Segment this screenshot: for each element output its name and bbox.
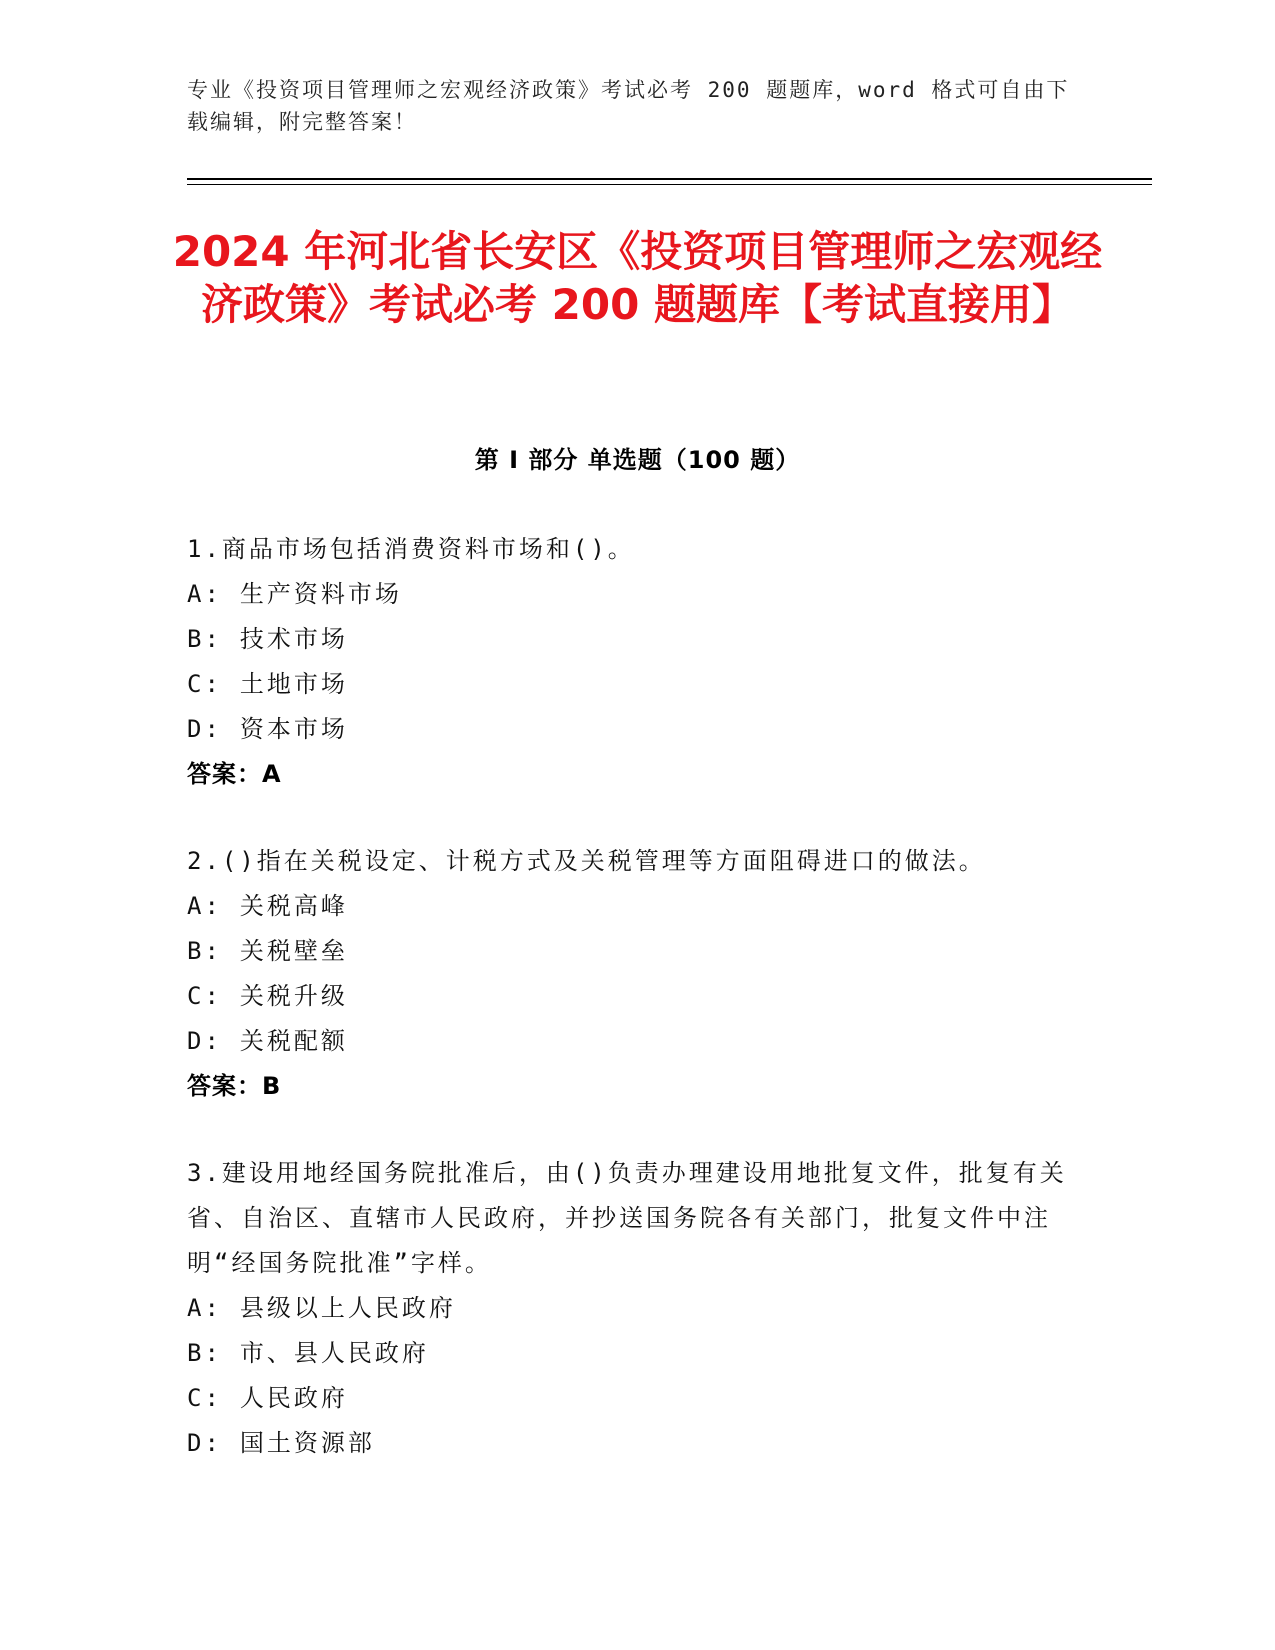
option-c [187,974,1067,1019]
header-divider-thin [187,184,1152,185]
question-stem: 2.()指在关税设定、计税方式及关税管理等方面阻碍进口的做法。 [187,847,986,875]
option-text: 国土资源部 [239,1429,375,1457]
question-list [187,527,1067,1508]
option-a [187,884,1067,929]
option-key: B: [187,625,222,653]
option-c [187,1376,1067,1421]
option-text: 资本市场 [239,715,348,743]
option-key: A: [187,892,222,920]
option-key: D: [187,715,222,743]
option-text: 人民政府 [239,1384,348,1412]
option-d [187,1019,1067,1064]
document-header-note: 专业《投资项目管理师之宏观经济政策》考试必考 200 题题库，word 格式可自由下载编辑，附完整答案！ [187,78,1070,134]
question-item [187,1151,1067,1466]
option-text: 关税配额 [239,1027,348,1055]
document-title: 2024 年河北省长安区《投资项目管理师之宏观经济政策》考试必考 200 题题库【考试直接用】 [172,227,1103,329]
option-b [187,1331,1067,1376]
question-stem: 3.建设用地经国务院批准后，由()负责办理建设用地批复文件，批复有关省、自治区、直辖市人民政府，并抄送国务院各有关部门，批复文件中注明“经国务院批准”字样。 [187,1159,1067,1277]
question-item [187,527,1067,797]
option-d [187,707,1067,752]
option-b [187,929,1067,974]
option-text: 县级以上人民政府 [239,1294,456,1322]
option-key: B: [187,937,222,965]
option-text: 土地市场 [239,670,348,698]
option-key: C: [187,670,222,698]
option-key: B: [187,1339,222,1367]
option-text: 技术市场 [239,625,348,653]
option-text: 关税壁垒 [239,937,348,965]
question-stem: 1.商品市场包括消费资料市场和()。 [187,535,635,563]
option-text: 关税升级 [239,982,348,1010]
option-text: 关税高峰 [239,892,348,920]
option-c [187,662,1067,707]
option-key: C: [187,1384,222,1412]
option-key: D: [187,1429,222,1457]
option-key: D: [187,1027,222,1055]
answer-line: 答案：A [187,760,282,788]
option-d [187,1421,1067,1466]
header-divider-thick [187,178,1152,180]
section-heading: 第 I 部分 单选题（100 题） [474,446,801,474]
option-key: A: [187,1294,222,1322]
option-key: C: [187,982,222,1010]
question-item [187,839,1067,1109]
option-a [187,1286,1067,1331]
answer-line: 答案：B [187,1072,282,1100]
option-a [187,572,1067,617]
option-b [187,617,1067,662]
option-text: 市、县人民政府 [239,1339,429,1367]
option-text: 生产资料市场 [239,580,402,608]
option-key: A: [187,580,222,608]
